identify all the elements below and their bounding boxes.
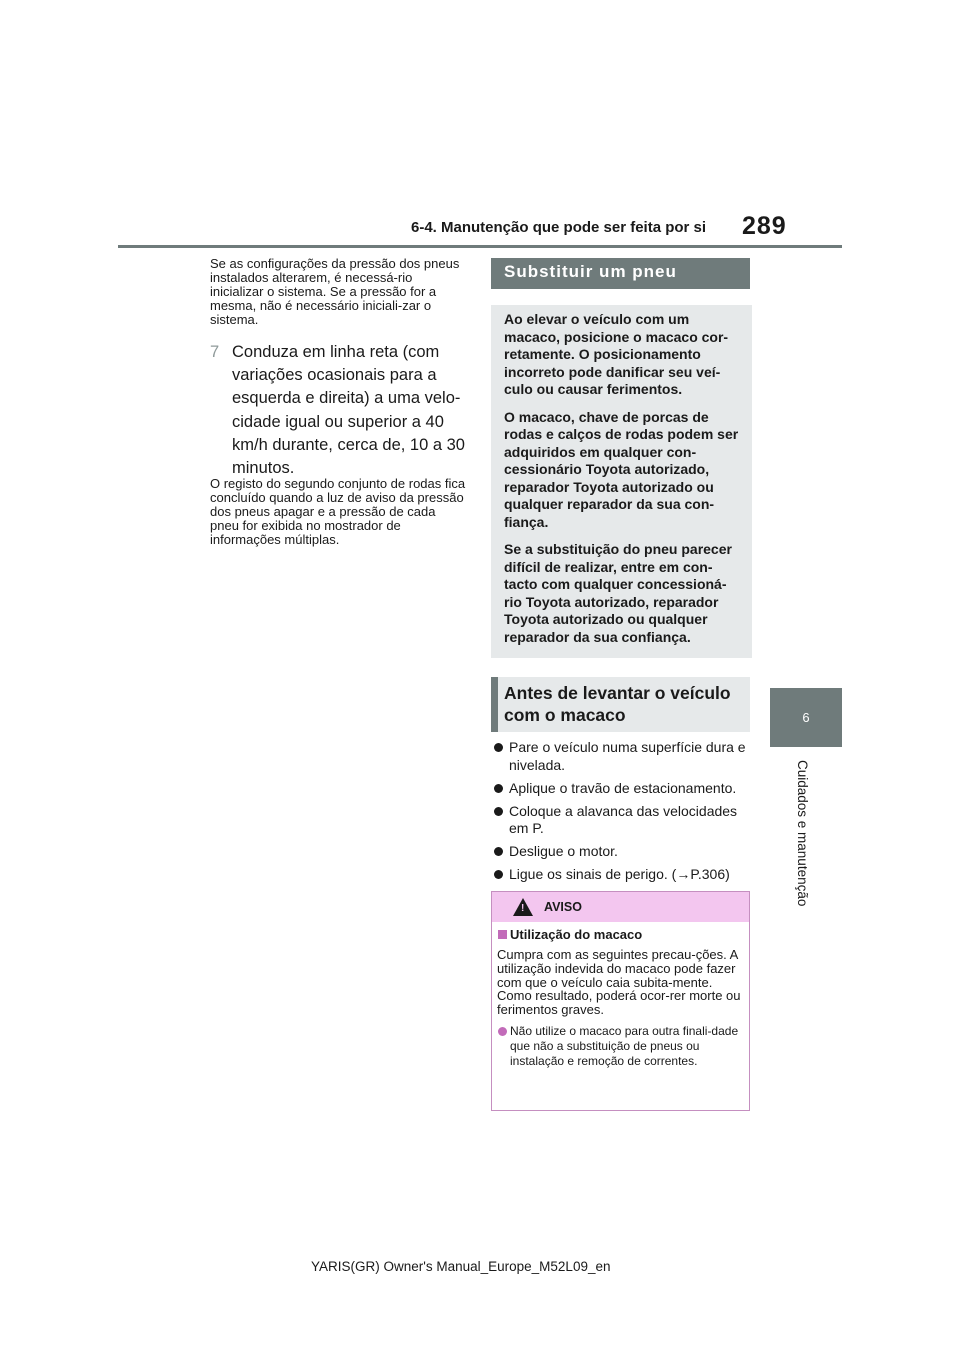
list-item (492, 780, 754, 798)
circle-bullet-icon (498, 1027, 507, 1036)
intro-note: Se as configurações da pressão dos pneus instalados alterarem, é necessá-rio inicializar o sistema. Se a pressão for a mesma, não é necessário iniciali-zar o sistema. (210, 256, 460, 327)
bullet-list (492, 739, 754, 889)
list-item-text: Coloque a alavanca das velocidades em P. (509, 802, 738, 836)
square-bullet-icon (498, 930, 507, 939)
step-number: 7 (210, 343, 220, 361)
section-title-substituir-pneu: Substituir um pneu (491, 258, 750, 289)
header-divider (118, 245, 842, 248)
warning-header (492, 892, 749, 922)
warning-box (491, 891, 750, 1111)
exclamation-icon: ! (521, 903, 525, 914)
list-item (492, 803, 754, 838)
subsection-title-antes-levantar: Antes de levantar o veículo com o macaco (491, 677, 750, 732)
warning-body (492, 922, 749, 1069)
list-item-text: Ligue os sinais de perigo. (→P.306) (509, 866, 730, 882)
list-item (492, 843, 754, 861)
warning-text: Cumpra com as seguintes precau-ções. A utilização indevida do macaco pode fazer com que o veículo caia subita-mente. Como resultado, poderá ocor-rer morte ou ferimentos graves. (497, 947, 741, 1018)
bullet-icon (494, 807, 503, 816)
step-text: Conduza em linha reta (com variações ocasionais para a esquerda e direita) a uma velo-cidade igual ou superior a 40 km/h durante, cerca de, 10 a 30 minutos. (232, 343, 465, 478)
bullet-icon (494, 743, 503, 752)
closing-note: O registo do segundo conjunto de rodas fica concluído quando a luz de aviso da pressão dos pneus apagar e a pressão de cada pneu for exibida no mostrador de informações múltiplas. (210, 476, 466, 547)
list-item (492, 866, 754, 884)
caution-paragraph: O macaco, chave de porcas de rodas e calços de rodas podem ser adquiridos em qualquer con-cessionário Toyota autorizado, reparador Toyota autorizado ou qualquer reparador da sua con-fiança. (504, 408, 739, 530)
warning-subheading-text: Utilização do macaco (510, 927, 643, 942)
list-item-text: Aplique o travão de estacionamento. (509, 779, 737, 796)
section-header-title: 6-4. Manutenção que pode ser feita por si (411, 219, 707, 236)
list-item-text: Desligue o motor. (509, 843, 618, 859)
footer-text: YARIS(GR) Owner's Manual_Europe_M52L09_en (311, 1259, 611, 1274)
bullet-icon (494, 870, 503, 879)
warning-bullet (497, 1024, 741, 1069)
bullet-icon (494, 784, 503, 793)
caution-box (491, 305, 752, 658)
chapter-title: Cuidados e manutenção (795, 760, 810, 907)
chapter-tab (770, 688, 842, 747)
list-item (492, 739, 754, 774)
page-number: 289 (742, 212, 787, 240)
chapter-number: 6 (802, 710, 810, 725)
list-item-text: Pare o veículo numa superfície dura e nivelada. (509, 739, 746, 773)
warning-bullet-text: Não utilize o macaco para outra finali-dade que não a substituição de pneus ou instalação e remoção de correntes. (510, 1023, 739, 1068)
warning-subheading (497, 927, 741, 942)
warning-label: AVISO (544, 900, 582, 914)
caution-paragraph: Ao elevar o veículo com um macaco, posicione o macaco cor-retamente. O posicionamento incorreto pode danificar seu veí-culo ou causar ferimentos. (504, 311, 729, 397)
caution-paragraph: Se a substituição do pneu parecer difícil de realizar, entre em con-tacto com qualquer concessioná-rio Toyota autorizado, reparador Toyota autorizado ou qualquer reparador da sua confiança. (504, 541, 732, 645)
bullet-icon (494, 847, 503, 856)
